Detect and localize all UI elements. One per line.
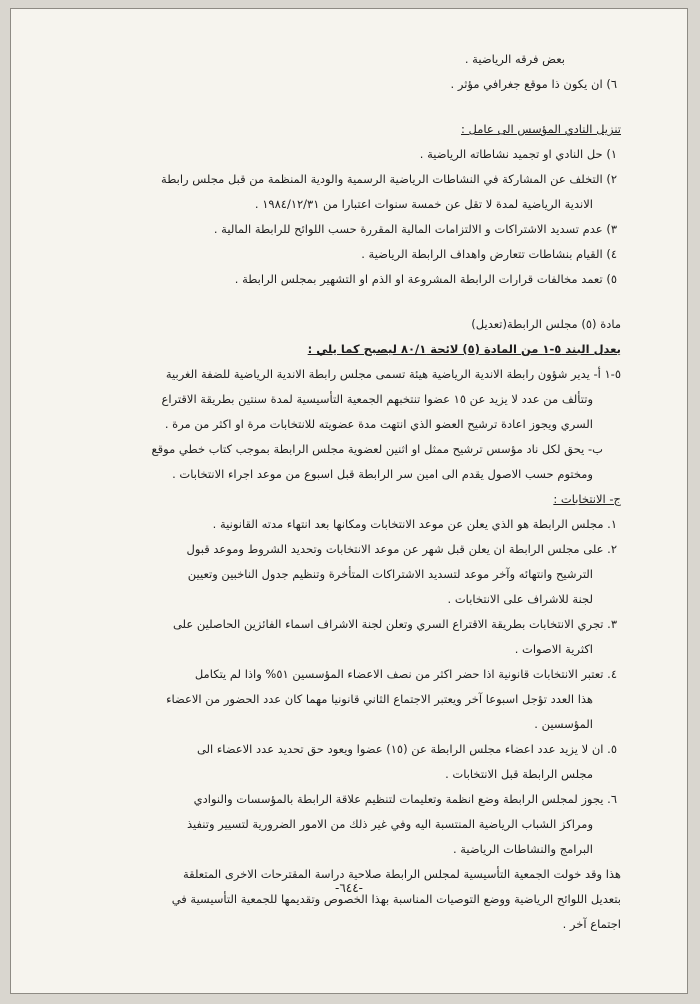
list-item: ٢) التخلف عن المشاركة في النشاطات الرياضية الرسمية والودية المنظمة من قبل مجلس رابطة xyxy=(161,172,617,186)
clause-line: وتتألف من عدد لا يزيد عن ١٥ عضوا تنتخبهم الجمعية التأسيسية لمدة سنتين بطريقة الاقتراع xyxy=(161,392,593,406)
closing-paragraph xyxy=(77,862,621,937)
list-item: ٤. تعتبر الانتخابات قانونية اذا حضر اكثر من نصف الاعضاء المؤسسين ٥١% واذا لم يتكامل xyxy=(194,667,617,681)
demotion-list xyxy=(77,142,621,292)
list-item: الاندية الرياضية لمدة لا تقل عن خمسة سنوات اعتبارا من ١٩٨٤/١٢/٣١ . xyxy=(254,197,593,211)
list-item: ومراكز الشباب الرياضية المنتسبة اليه وفي غير ذلك من الامور الضرورية لتسيير وتنفيذ xyxy=(186,817,593,831)
document-page xyxy=(10,8,688,994)
closing-line: اجتماع آخر . xyxy=(562,917,621,931)
clause-line: ب- يحق لكل ناد مؤسس ترشيح ممثل او اثنين لعضوية مجلس الرابطة بموجب كتاب خطي موقع xyxy=(151,442,603,456)
clause-b xyxy=(77,437,621,487)
list-item: ٣. تجري الانتخابات بطريقة الاقتراع السري وتعلن لجنة الاشراف اسماء الفائزين الحاصلين على xyxy=(172,617,617,631)
list-item: اكثرية الاصوات . xyxy=(514,642,593,656)
list-item: ٥) تعمد مخالفات قرارات الرابطة المشروعة او الذم او التشهير بمجلس الرابطة . xyxy=(234,272,617,286)
list-item: الترشيح وانتهائه وآخر موعد لتسديد الاشتراكات المتأخرة وتنظيم جدول الناخبين وتعيين xyxy=(187,567,593,581)
closing-line: هذا وقد خولت الجمعية التأسيسية لمجلس الرابطة صلاحية دراسة المقترحات الاخرى المتعلقة xyxy=(183,867,621,881)
list-item: مجلس الرابطة قبل الانتخابات . xyxy=(445,767,593,781)
elections-heading: ج- الانتخابات : xyxy=(553,492,621,506)
clause-line: السري ويجوز اعادة ترشيح العضو الذي انتهت مدة عضويته للانتخابات مرة او اكثر من مرة . xyxy=(164,417,593,431)
page-number: -٦٤٤- xyxy=(334,881,364,895)
intro-line: ٦) ان يكون ذا موقع جغرافي مؤثر . xyxy=(450,77,617,91)
closing-line: بتعديل اللوائح الرياضية ووضع التوصيات المناسبة بهذا الخصوص وتقديمها للجمعية التأسيسية في xyxy=(171,892,621,906)
article-heading: مادة (٥) مجلس الرابطة(تعديل) xyxy=(471,317,621,331)
clause-line: ٥-١ أ- يدير شؤون رابطة الاندية الرياضية هيئة تسمى مجلس رابطة الاندية الرياضية للضفة الغربية xyxy=(165,367,621,381)
list-item: ١. مجلس الرابطة هو الذي يعلن عن موعد الانتخابات ومكانها بعد انتهاء مدته القانونية . xyxy=(212,517,617,531)
list-item: ٥. ان لا يزيد عدد اعضاء مجلس الرابطة عن (١٥) عضوا ويعود حق تحديد عدد الاعضاء الى xyxy=(196,742,617,756)
document-body xyxy=(77,47,621,937)
clause-line: ومختوم حسب الاصول يقدم الى امين سر الرابطة قبل اسبوع من موعد اجراء الانتخابات . xyxy=(172,467,593,481)
list-item: ٦. يجوز لمجلس الرابطة وضع انظمة وتعليمات لتنظيم علاقة الرابطة بالمؤسسات والنوادي xyxy=(193,792,617,806)
list-item: لجنة للاشراف على الانتخابات . xyxy=(447,592,593,606)
intro-line: بعض فرقه الرياضية . xyxy=(464,52,565,66)
list-item: البرامج والنشاطات الرياضية . xyxy=(452,842,593,856)
clause-a xyxy=(77,362,621,437)
intro-block xyxy=(77,47,621,97)
list-item: ٣) عدم تسديد الاشتراكات و الالتزامات المالية المقررة حسب اللوائح للرابطة المالية . xyxy=(213,222,617,236)
elections-list xyxy=(77,512,621,862)
list-item: ٤) القيام بنشاطات تتعارض واهداف الرابطة الرياضية . xyxy=(361,247,617,261)
list-item: ١) حل النادي او تجميد نشاطاته الرياضية . xyxy=(419,147,617,161)
article-amend-line: يعدل البند ٥-١ من المادة (٥) لائحة ٨٠/١ ليصبح كما يلي : xyxy=(307,342,621,356)
list-item: هذا العدد تؤجل اسبوعا آخر ويعتبر الاجتماع الثاني قانونيا مهما كان عدد الحضور من الاعضاء xyxy=(166,692,593,706)
list-item: المؤسسين . xyxy=(534,717,593,731)
demotion-heading: تنزيل النادي المؤسس الى عامل : xyxy=(461,122,621,136)
list-item: ٢. على مجلس الرابطة ان يعلن قبل شهر عن موعد الانتخابات وتحديد الشروط وموعد قبول xyxy=(186,542,617,556)
